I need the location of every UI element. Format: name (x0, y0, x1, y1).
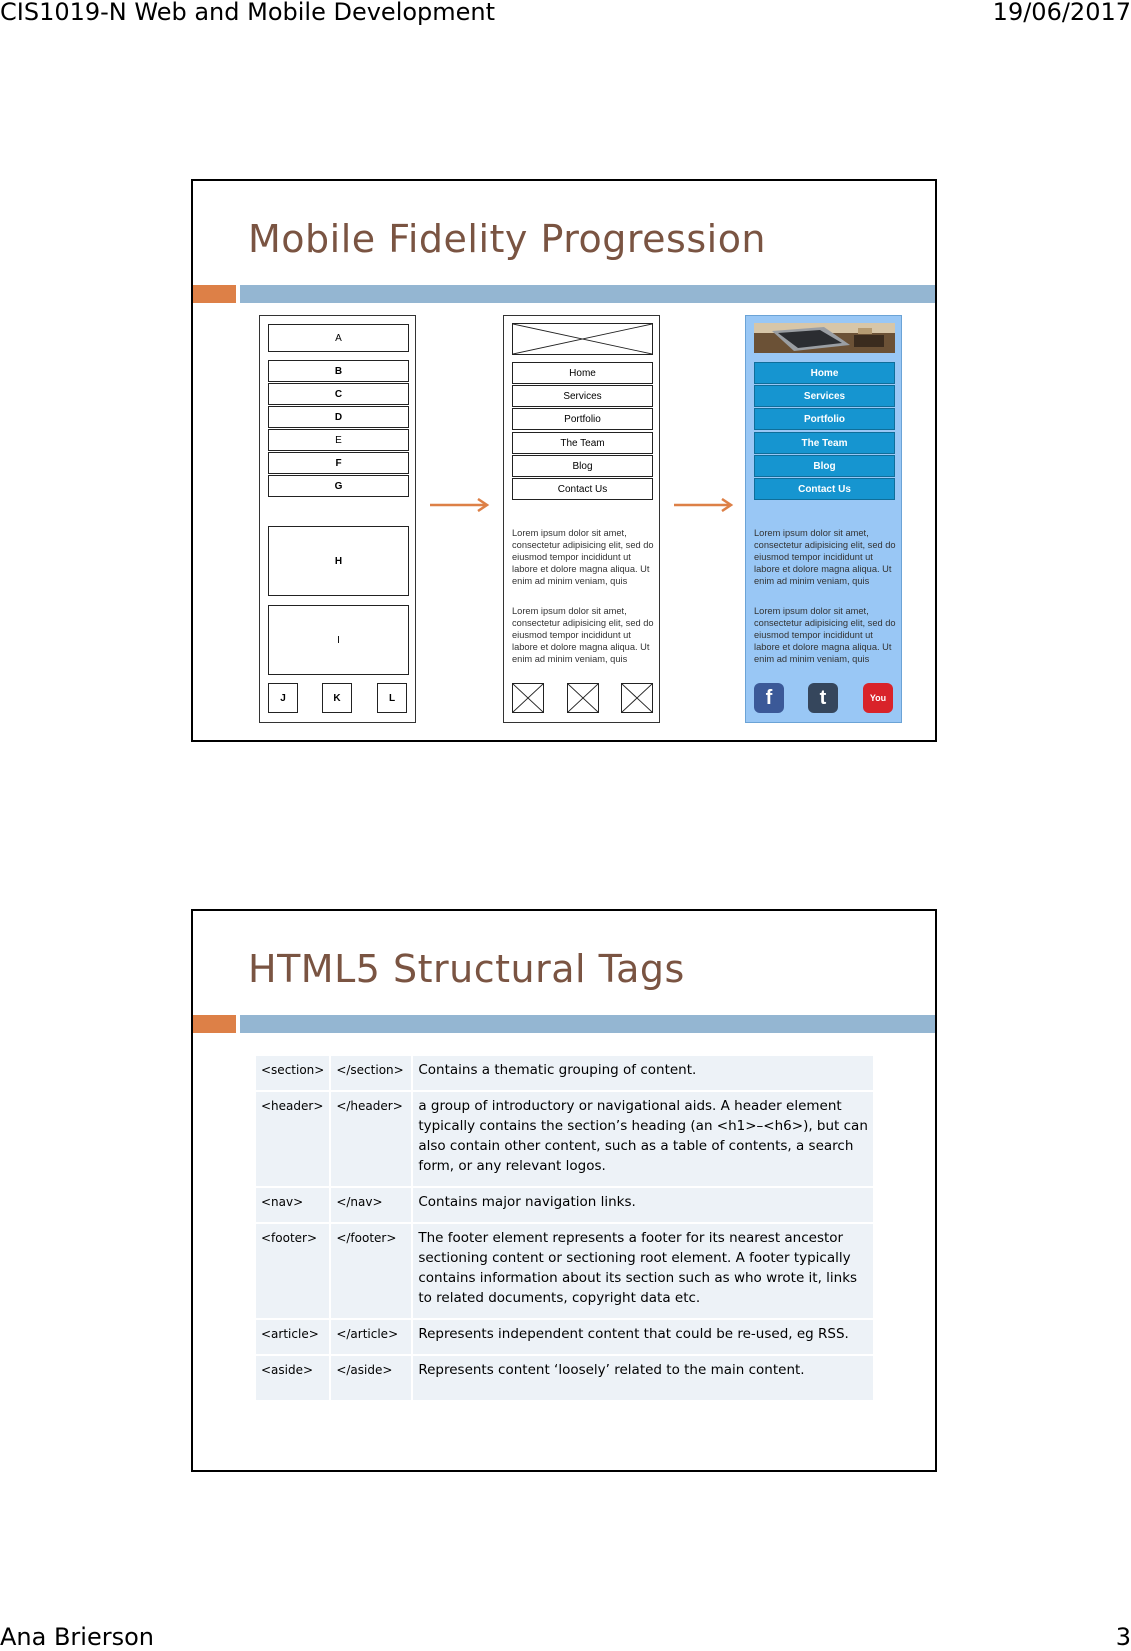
laptop-hero-image (754, 323, 895, 353)
nav-item: Services (512, 385, 653, 407)
nav-item: Services (754, 385, 895, 407)
slide-title: HTML5 Structural Tags (248, 947, 685, 991)
close-tag-cell: </header> (331, 1092, 411, 1188)
table-row (256, 1224, 873, 1320)
wireframe-row: F (268, 452, 409, 474)
lowfi-wireframe (259, 315, 416, 723)
lorem-paragraph: Lorem ipsum dolor sit amet, consectetur adipisicing elit, sed do eiusmod tempor incididunt ut labore et dolore magna aliqua. Ut enim ad minim veniam, quis (512, 528, 654, 586)
open-tag-cell: <article> (256, 1320, 329, 1356)
wireframe-box-a: A (268, 324, 409, 352)
arrow-right-icon (674, 498, 736, 512)
accent-bar-blue (240, 1015, 935, 1033)
description-cell: Represents independent content that could be re-used, eg RSS. (413, 1320, 873, 1356)
nav-item: Contact Us (512, 478, 653, 500)
lorem-paragraph: Lorem ipsum dolor sit amet, consectetur adipisicing elit, sed do eiusmod tempor incididunt ut labore et dolore magna aliqua. Ut enim ad minim veniam, quis (754, 606, 896, 664)
facebook-icon: f (754, 683, 784, 713)
wireframe-box-k: K (322, 683, 352, 713)
open-tag-cell: <header> (256, 1092, 329, 1188)
nav-item: Contact Us (754, 478, 895, 500)
close-tag-cell: </section> (331, 1056, 411, 1092)
footer-page-number: 3 (1115, 1623, 1131, 1651)
image-placeholder-icon (567, 683, 599, 713)
open-tag-cell: <footer> (256, 1224, 329, 1320)
hifi-mockup (745, 315, 902, 723)
slide-html5-structural-tags (191, 909, 937, 1472)
description-cell: Represents content ‘loosely’ related to the main content. (413, 1356, 873, 1402)
tumblr-icon: t (808, 683, 838, 713)
wireframe-row: D (268, 406, 409, 428)
image-placeholder-icon (512, 323, 653, 355)
open-tag-cell: <nav> (256, 1188, 329, 1224)
header-course-title: CIS1019-N Web and Mobile Development (0, 0, 496, 26)
wireframe-box-j: J (268, 683, 298, 713)
wireframe-box-l: L (377, 683, 407, 713)
table-row (256, 1092, 873, 1188)
close-tag-cell: </article> (331, 1320, 411, 1356)
description-cell: a group of introductory or navigational aids. A header element typically contains the section’s heading (an <h1>–<h6>), but can also contain other content, such as a table of contents, a search form, or any relevant logos. (413, 1092, 873, 1188)
nav-item: Portfolio (512, 408, 653, 430)
arrow-right-icon (430, 498, 492, 512)
accent-bar-orange (193, 285, 236, 303)
lorem-paragraph: Lorem ipsum dolor sit amet, consectetur adipisicing elit, sed do eiusmod tempor incididunt ut labore et dolore magna aliqua. Ut enim ad minim veniam, quis (512, 606, 654, 664)
wireframe-row: C (268, 383, 409, 405)
nav-item: The Team (512, 432, 653, 454)
table-row (256, 1188, 873, 1224)
header-date: 19/06/2017 (992, 0, 1131, 26)
open-tag-cell: <section> (256, 1056, 329, 1092)
description-cell: Contains major navigation links. (413, 1188, 873, 1224)
structural-tags-table (254, 1056, 875, 1402)
midfi-wireframe (503, 315, 660, 723)
close-tag-cell: </footer> (331, 1224, 411, 1320)
close-tag-cell: </aside> (331, 1356, 411, 1402)
accent-bar-blue (240, 285, 935, 303)
table-row (256, 1056, 873, 1092)
close-tag-cell: </nav> (331, 1188, 411, 1224)
wireframe-row: B (268, 360, 409, 382)
lorem-paragraph: Lorem ipsum dolor sit amet, consectetur adipisicing elit, sed do eiusmod tempor incididunt ut labore et dolore magna aliqua. Ut enim ad minim veniam, quis (754, 528, 896, 586)
nav-item: Home (512, 362, 653, 384)
slide-mobile-fidelity (191, 179, 937, 742)
table-row (256, 1320, 873, 1356)
accent-bar-orange (193, 1015, 236, 1033)
open-tag-cell: <aside> (256, 1356, 329, 1402)
slide-title: Mobile Fidelity Progression (248, 217, 767, 261)
wireframe-box-i: I (268, 605, 409, 675)
nav-item: Home (754, 362, 895, 384)
wireframe-row: G (268, 475, 409, 497)
description-cell: Contains a thematic grouping of content. (413, 1056, 873, 1092)
description-cell: The footer element represents a footer for its nearest ancestor sectioning content or sectioning root element. A footer typically contains information about its section such as who wrote it, links to related documents, copyright data etc. (413, 1224, 873, 1320)
nav-item: Blog (512, 455, 653, 477)
wireframe-row: E (268, 429, 409, 451)
image-placeholder-icon (621, 683, 653, 713)
table-row (256, 1356, 873, 1402)
nav-item: The Team (754, 432, 895, 454)
nav-item: Blog (754, 455, 895, 477)
youtube-icon: You (863, 683, 893, 713)
image-placeholder-icon (512, 683, 544, 713)
wireframe-box-h: H (268, 526, 409, 596)
nav-item: Portfolio (754, 408, 895, 430)
footer-author: Ana Brierson (0, 1623, 154, 1651)
